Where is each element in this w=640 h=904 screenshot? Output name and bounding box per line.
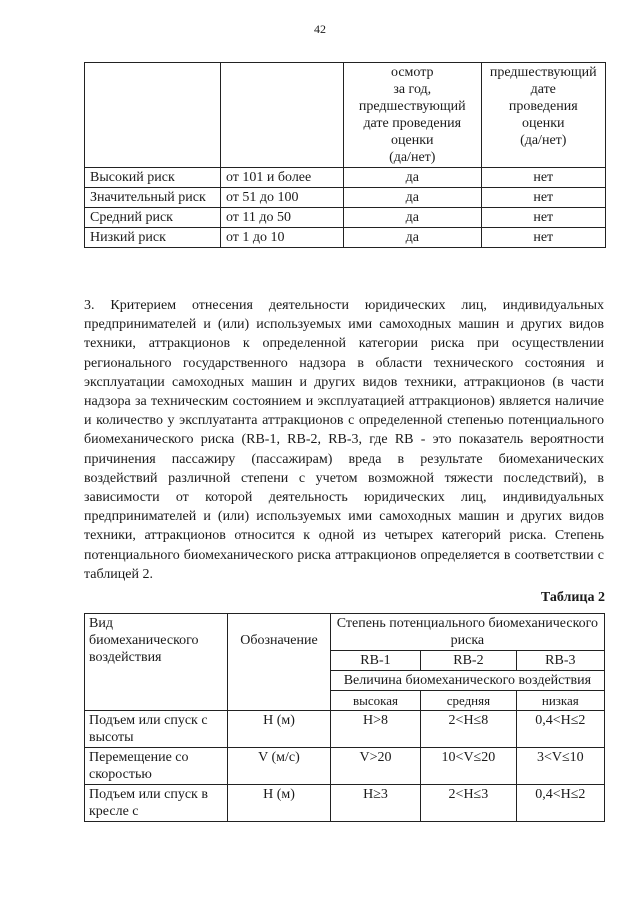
risk-category: Низкий риск (85, 228, 221, 248)
table-row (85, 748, 605, 785)
impact-type: Перемещение со скоростью (85, 748, 228, 785)
assessment-value: нет (481, 168, 606, 188)
biomechanical-risk-table (84, 613, 605, 822)
magnitude-medium: средняя (421, 691, 516, 711)
table-header-row (85, 614, 605, 651)
risk-category-table (84, 62, 606, 248)
impact-type-header: Вид биомеханического воздействия (85, 614, 228, 711)
inspection-value: да (344, 228, 482, 248)
criteria-paragraph: 3. Критерием отнесения деятельности юридических лиц, индивидуальных предпринимателей и (или) используемых ими самоходных машин и других видов техники, аттракционов к определенной категории риска при осуществлении регионального государственного надзора в области технического состояния и эксплуатации самоходных машин и других видов техники, аттракционов (в части надзора за техническим состоянием и эксплуатацией аттракционов) является наличие и количество у эксплуатанта аттракционов с определенной степенью потенциального биомеханического риска (RB-1, RB-2, RB-3, где RB - это показатель вероятности причинения пассажиру (пассажирам) вреда в результате биомеханических воздействий различной степени с учетом возможной тяжести последствий), в зависимости от которой деятельность юридических лиц, индивидуальных предпринимателей и (или) используемых ими самоходных машин и других видов техники, аттракционов относится к одной из четырех категорий риска. Степень потенциального биомеханического риска аттракционов определяется в соответствии с таблицей 2. (84, 298, 604, 582)
value-rb2: 2<H≤3 (421, 785, 516, 822)
table-row (85, 208, 606, 228)
risk-category: Значительный риск (85, 188, 221, 208)
inspection-value: да (344, 208, 482, 228)
designation-header: Обозначение (228, 614, 331, 711)
header-cell: осмотр за год, предшествующий дате проведения оценки (да/нет) (344, 63, 482, 168)
value-rb2: 10<V≤20 (421, 748, 516, 785)
table-row (85, 785, 605, 822)
level-rb2: RB-2 (421, 651, 516, 671)
table-header-row (85, 63, 606, 168)
assessment-value: нет (481, 188, 606, 208)
magnitude-low: низкая (516, 691, 604, 711)
impact-type: Подъем или спуск с высоты (85, 711, 228, 748)
designation: H (м) (228, 711, 331, 748)
risk-category: Средний риск (85, 208, 221, 228)
value-rb3: 3<V≤10 (516, 748, 604, 785)
level-rb3: RB-3 (516, 651, 604, 671)
score-range: от 101 и более (220, 168, 343, 188)
score-range: от 11 до 50 (220, 208, 343, 228)
magnitude-high: высокая (330, 691, 420, 711)
value-rb1: H>8 (330, 711, 420, 748)
table-row (85, 228, 606, 248)
header-cell: предшествующий дате проведения оценки (да/нет) (481, 63, 606, 168)
value-rb3: 0,4<H≤2 (516, 711, 604, 748)
designation: V (м/с) (228, 748, 331, 785)
inspection-value: да (344, 188, 482, 208)
page-number: 42 (314, 22, 326, 36)
impact-type: Подъем или спуск в кресле с (85, 785, 228, 822)
value-rb1: H≥3 (330, 785, 420, 822)
table-row (85, 188, 606, 208)
assessment-value: нет (481, 228, 606, 248)
risk-category: Высокий риск (85, 168, 221, 188)
inspection-value: да (344, 168, 482, 188)
table-row (85, 711, 605, 748)
header-cell (220, 63, 343, 168)
risk-degree-header: Степень потенциального биомеханического риска (330, 614, 604, 651)
designation: H (м) (228, 785, 331, 822)
value-rb1: V>20 (330, 748, 420, 785)
score-range: от 51 до 100 (220, 188, 343, 208)
header-cell (85, 63, 221, 168)
assessment-value: нет (481, 208, 606, 228)
value-rb3: 0,4<H≤2 (516, 785, 604, 822)
score-range: от 1 до 10 (220, 228, 343, 248)
table-caption: Таблица 2 (540, 590, 605, 605)
value-rb2: 2<H≤8 (421, 711, 516, 748)
level-rb1: RB-1 (330, 651, 420, 671)
table-row (85, 168, 606, 188)
magnitude-header: Величина биомеханического воздействия (330, 671, 604, 691)
